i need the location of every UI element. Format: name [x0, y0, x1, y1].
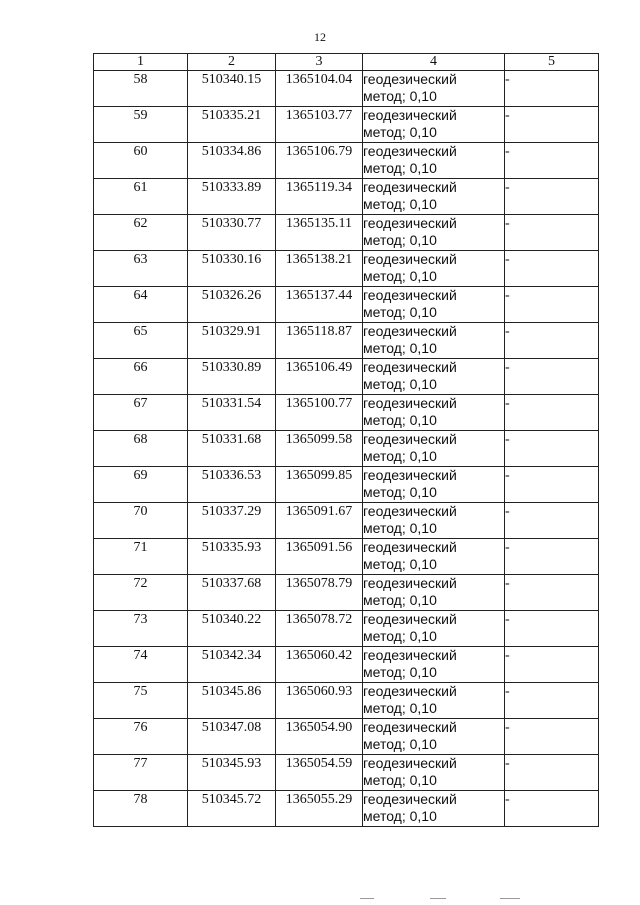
table-row [94, 467, 599, 503]
note-cell: - [505, 251, 599, 287]
x-coordinate-cell: 510340.15 [188, 71, 276, 107]
note-cell: - [505, 215, 599, 251]
note-cell: - [505, 359, 599, 395]
x-coordinate-cell: 510336.53 [188, 467, 276, 503]
y-coordinate-cell: 1365103.77 [276, 107, 363, 143]
note-cell: - [505, 719, 599, 755]
note-cell: - [505, 107, 599, 143]
note-cell: - [505, 287, 599, 323]
method-cell [363, 215, 505, 251]
point-number-cell: 67 [94, 395, 188, 431]
note-cell: - [505, 755, 599, 791]
method-line-2: метод; 0,10 [363, 304, 437, 320]
method-line-2: метод; 0,10 [363, 628, 437, 644]
method-cell [363, 143, 505, 179]
point-number-cell: 72 [94, 575, 188, 611]
x-coordinate-cell: 510329.91 [188, 323, 276, 359]
method-cell [363, 791, 505, 827]
method-line-1: геодезический [363, 251, 457, 267]
method-cell [363, 755, 505, 791]
method-line-2: метод; 0,10 [363, 664, 437, 680]
method-line-2: метод; 0,10 [363, 412, 437, 428]
y-coordinate-cell: 1365091.67 [276, 503, 363, 539]
point-number-cell: 70 [94, 503, 188, 539]
method-line-1: геодезический [363, 431, 457, 447]
point-number-cell: 71 [94, 539, 188, 575]
note-cell: - [505, 575, 599, 611]
x-coordinate-cell: 510337.29 [188, 503, 276, 539]
method-line-1: геодезический [363, 467, 457, 483]
method-line-1: геодезический [363, 395, 457, 411]
table-body [94, 71, 599, 827]
x-coordinate-cell: 510330.77 [188, 215, 276, 251]
table-row [94, 575, 599, 611]
note-cell: - [505, 431, 599, 467]
y-coordinate-cell: 1365060.93 [276, 683, 363, 719]
method-line-1: геодезический [363, 719, 457, 735]
table-row [94, 395, 599, 431]
method-line-2: метод; 0,10 [363, 484, 437, 500]
method-line-1: геодезический [363, 323, 457, 339]
table-row [94, 251, 599, 287]
x-coordinate-cell: 510345.86 [188, 683, 276, 719]
table-row [94, 611, 599, 647]
y-coordinate-cell: 1365119.34 [276, 179, 363, 215]
point-number-cell: 65 [94, 323, 188, 359]
method-line-2: метод; 0,10 [363, 448, 437, 464]
x-coordinate-cell: 510337.68 [188, 575, 276, 611]
x-coordinate-cell: 510330.89 [188, 359, 276, 395]
method-line-2: метод; 0,10 [363, 556, 437, 572]
method-line-1: геодезический [363, 611, 457, 627]
table-row [94, 539, 599, 575]
table-row [94, 503, 599, 539]
note-cell: - [505, 791, 599, 827]
point-number-cell: 58 [94, 71, 188, 107]
y-coordinate-cell: 1365078.72 [276, 611, 363, 647]
column-header-method: 4 [363, 54, 505, 71]
footer-scan-marks [360, 898, 560, 901]
method-line-2: метод; 0,10 [363, 772, 437, 788]
point-number-cell: 73 [94, 611, 188, 647]
method-line-1: геодезический [363, 683, 457, 699]
y-coordinate-cell: 1365055.29 [276, 791, 363, 827]
x-coordinate-cell: 510345.93 [188, 755, 276, 791]
y-coordinate-cell: 1365106.49 [276, 359, 363, 395]
method-line-2: метод; 0,10 [363, 88, 437, 104]
y-coordinate-cell: 1365104.04 [276, 71, 363, 107]
column-header-number: 1 [94, 54, 188, 71]
method-line-2: метод; 0,10 [363, 376, 437, 392]
method-cell [363, 287, 505, 323]
table-row [94, 323, 599, 359]
method-line-1: геодезический [363, 107, 457, 123]
x-coordinate-cell: 510335.93 [188, 539, 276, 575]
x-coordinate-cell: 510330.16 [188, 251, 276, 287]
y-coordinate-cell: 1365138.21 [276, 251, 363, 287]
method-line-1: геодезический [363, 791, 457, 807]
x-coordinate-cell: 510326.26 [188, 287, 276, 323]
note-cell: - [505, 395, 599, 431]
method-line-2: метод; 0,10 [363, 520, 437, 536]
point-number-cell: 64 [94, 287, 188, 323]
method-cell [363, 575, 505, 611]
x-coordinate-cell: 510333.89 [188, 179, 276, 215]
page-number: 12 [314, 30, 326, 44]
method-line-1: геодезический [363, 539, 457, 555]
method-line-1: геодезический [363, 179, 457, 195]
point-number-cell: 74 [94, 647, 188, 683]
note-cell: - [505, 683, 599, 719]
method-cell [363, 539, 505, 575]
method-cell [363, 179, 505, 215]
y-coordinate-cell: 1365078.79 [276, 575, 363, 611]
coordinates-table [93, 53, 599, 827]
note-cell: - [505, 647, 599, 683]
y-coordinate-cell: 1365135.11 [276, 215, 363, 251]
x-coordinate-cell: 510342.34 [188, 647, 276, 683]
x-coordinate-cell: 510334.86 [188, 143, 276, 179]
point-number-cell: 76 [94, 719, 188, 755]
y-coordinate-cell: 1365054.90 [276, 719, 363, 755]
y-coordinate-cell: 1365106.79 [276, 143, 363, 179]
column-header-y: 3 [276, 54, 363, 71]
point-number-cell: 59 [94, 107, 188, 143]
note-cell: - [505, 467, 599, 503]
method-line-1: геодезический [363, 143, 457, 159]
method-cell [363, 647, 505, 683]
method-cell [363, 323, 505, 359]
column-header-note: 5 [505, 54, 599, 71]
method-line-2: метод; 0,10 [363, 700, 437, 716]
y-coordinate-cell: 1365054.59 [276, 755, 363, 791]
table-row [94, 647, 599, 683]
method-line-2: метод; 0,10 [363, 268, 437, 284]
method-line-2: метод; 0,10 [363, 592, 437, 608]
method-cell [363, 431, 505, 467]
method-line-1: геодезический [363, 503, 457, 519]
y-coordinate-cell: 1365118.87 [276, 323, 363, 359]
x-coordinate-cell: 510347.08 [188, 719, 276, 755]
table-header-row [94, 54, 599, 71]
point-number-cell: 62 [94, 215, 188, 251]
y-coordinate-cell: 1365100.77 [276, 395, 363, 431]
x-coordinate-cell: 510331.68 [188, 431, 276, 467]
table-row [94, 431, 599, 467]
table-row [94, 683, 599, 719]
method-line-1: геодезический [363, 575, 457, 591]
y-coordinate-cell: 1365099.85 [276, 467, 363, 503]
point-number-cell: 66 [94, 359, 188, 395]
method-cell [363, 251, 505, 287]
note-cell: - [505, 503, 599, 539]
method-line-2: метод; 0,10 [363, 196, 437, 212]
column-header-x: 2 [188, 54, 276, 71]
method-line-2: метод; 0,10 [363, 340, 437, 356]
table-row [94, 359, 599, 395]
table-row [94, 791, 599, 827]
method-line-1: геодезический [363, 287, 457, 303]
y-coordinate-cell: 1365137.44 [276, 287, 363, 323]
method-cell [363, 467, 505, 503]
method-line-2: метод; 0,10 [363, 124, 437, 140]
method-cell [363, 503, 505, 539]
x-coordinate-cell: 510335.21 [188, 107, 276, 143]
method-cell [363, 71, 505, 107]
method-line-1: геодезический [363, 71, 457, 87]
note-cell: - [505, 179, 599, 215]
table-row [94, 107, 599, 143]
method-line-1: геодезический [363, 755, 457, 771]
table-row [94, 719, 599, 755]
point-number-cell: 77 [94, 755, 188, 791]
table-row [94, 179, 599, 215]
method-cell [363, 359, 505, 395]
point-number-cell: 63 [94, 251, 188, 287]
method-line-2: метод; 0,10 [363, 736, 437, 752]
method-cell [363, 107, 505, 143]
y-coordinate-cell: 1365060.42 [276, 647, 363, 683]
method-line-1: геодезический [363, 359, 457, 375]
table-row [94, 755, 599, 791]
table-row [94, 143, 599, 179]
table-row [94, 215, 599, 251]
x-coordinate-cell: 510345.72 [188, 791, 276, 827]
point-number-cell: 61 [94, 179, 188, 215]
point-number-cell: 75 [94, 683, 188, 719]
method-cell [363, 683, 505, 719]
y-coordinate-cell: 1365091.56 [276, 539, 363, 575]
method-line-1: геодезический [363, 215, 457, 231]
method-cell [363, 395, 505, 431]
note-cell: - [505, 323, 599, 359]
method-cell [363, 611, 505, 647]
note-cell: - [505, 143, 599, 179]
method-cell [363, 719, 505, 755]
point-number-cell: 68 [94, 431, 188, 467]
point-number-cell: 60 [94, 143, 188, 179]
method-line-2: метод; 0,10 [363, 232, 437, 248]
point-number-cell: 69 [94, 467, 188, 503]
method-line-2: метод; 0,10 [363, 160, 437, 176]
method-line-2: метод; 0,10 [363, 808, 437, 824]
x-coordinate-cell: 510340.22 [188, 611, 276, 647]
table-row [94, 71, 599, 107]
y-coordinate-cell: 1365099.58 [276, 431, 363, 467]
note-cell: - [505, 611, 599, 647]
note-cell: - [505, 71, 599, 107]
table-row [94, 287, 599, 323]
method-line-1: геодезический [363, 647, 457, 663]
x-coordinate-cell: 510331.54 [188, 395, 276, 431]
note-cell: - [505, 539, 599, 575]
point-number-cell: 78 [94, 791, 188, 827]
